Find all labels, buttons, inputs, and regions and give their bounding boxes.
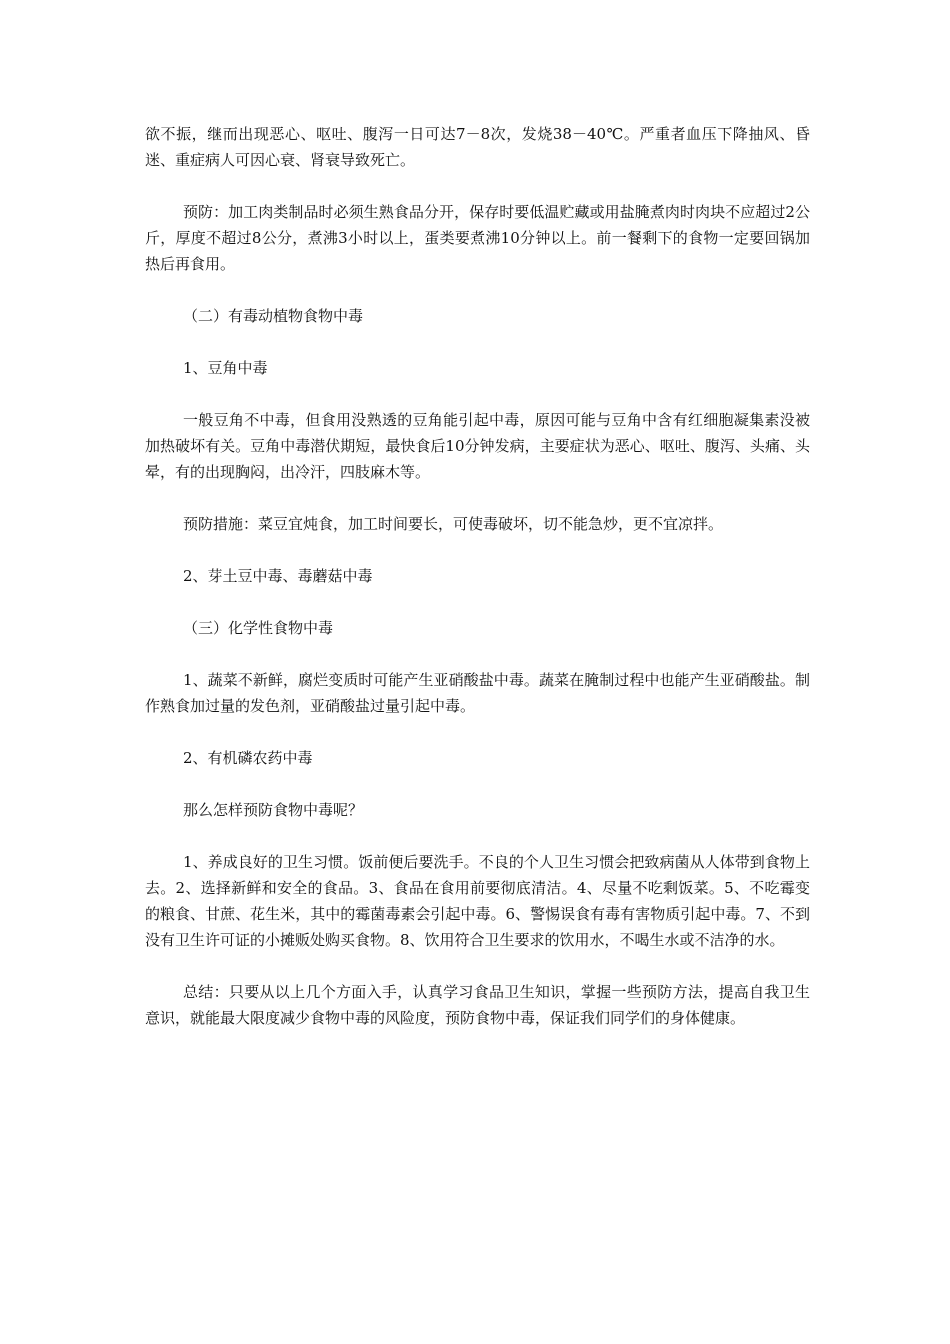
paragraph-bean-prevention: 预防措施：菜豆宜炖食，加工时间要长，可使毒破坏，切不能急炒，更不宜凉拌。 — [183, 515, 724, 533]
paragraph-nitrite: 1、蔬菜不新鲜，腐烂变质时可能产生亚硝酸盐中毒。蔬菜在腌制过程中也能产生亚硝酸盐。制作熟食加过量的发色剂，亚硝酸盐过量引起中毒。 — [145, 671, 810, 715]
section-heading-toxic-plants-animals: （二）有毒动植物食物中毒 — [183, 307, 364, 325]
paragraph-summary: 总结：只要从以上几个方面入手，认真学习食品卫生知识，掌握一些预防方法，提高自我卫生意识，就能最大限度减少食物中毒的风险度，预防食物中毒，保证我们同学们的身体健康。 — [145, 983, 810, 1027]
subheading-bean-poisoning: 1、豆角中毒 — [183, 359, 268, 377]
paragraph-question: 那么怎样预防食物中毒呢？ — [183, 801, 364, 819]
paragraph-symptoms-continued: 欲不振，继而出现恶心、呕吐、腹泻一日可达7－8次，发烧38－40℃。严重者血压下降抽风、昏迷、重症病人可因心衰、肾衰导致死亡。 — [145, 125, 810, 169]
subheading-potato-mushroom: 2、芽土豆中毒、毒蘑菇中毒 — [183, 567, 373, 585]
paragraph-prevention-list: 1、养成良好的卫生习惯。饭前便后要洗手。不良的个人卫生习惯会把致病菌从人体带到食物上去。2、选择新鲜和安全的食品。3、食品在食用前要彻底清洁。4、尽量不吃剩饭菜。5、不吃霉变的粮食、甘蔗、花生米，其中的霉菌毒素会引起中毒。6、警惕误食有毒有害物质引起中毒。7、不到没有卫生许可证的小摊贩处购买食物。8、饮用符合卫生要求的饮用水，不喝生水或不洁净的水。 — [145, 853, 810, 949]
section-heading-chemical: （三）化学性食物中毒 — [183, 619, 334, 637]
paragraph-bean-poisoning: 一般豆角不中毒，但食用没熟透的豆角能引起中毒，原因可能与豆角中含有红细胞凝集素没被加热破坏有关。豆角中毒潜伏期短，最快食后10分钟发病，主要症状为恶心、呕吐、腹泻、头痛、头晕，有的出现胸闷，出冷汗，四肢麻木等。 — [145, 411, 810, 481]
subheading-pesticide: 2、有机磷农药中毒 — [183, 749, 313, 767]
paragraph-prevention-meat: 预防：加工肉类制品时必须生熟食品分开，保存时要低温贮藏或用盐腌煮肉时肉块不应超过2公斤，厚度不超过8公分，煮沸3小时以上，蛋类要煮沸10分钟以上。前一餐剩下的食物一定要回锅加热后再食用。 — [145, 203, 810, 273]
document-body — [145, 121, 810, 1057]
